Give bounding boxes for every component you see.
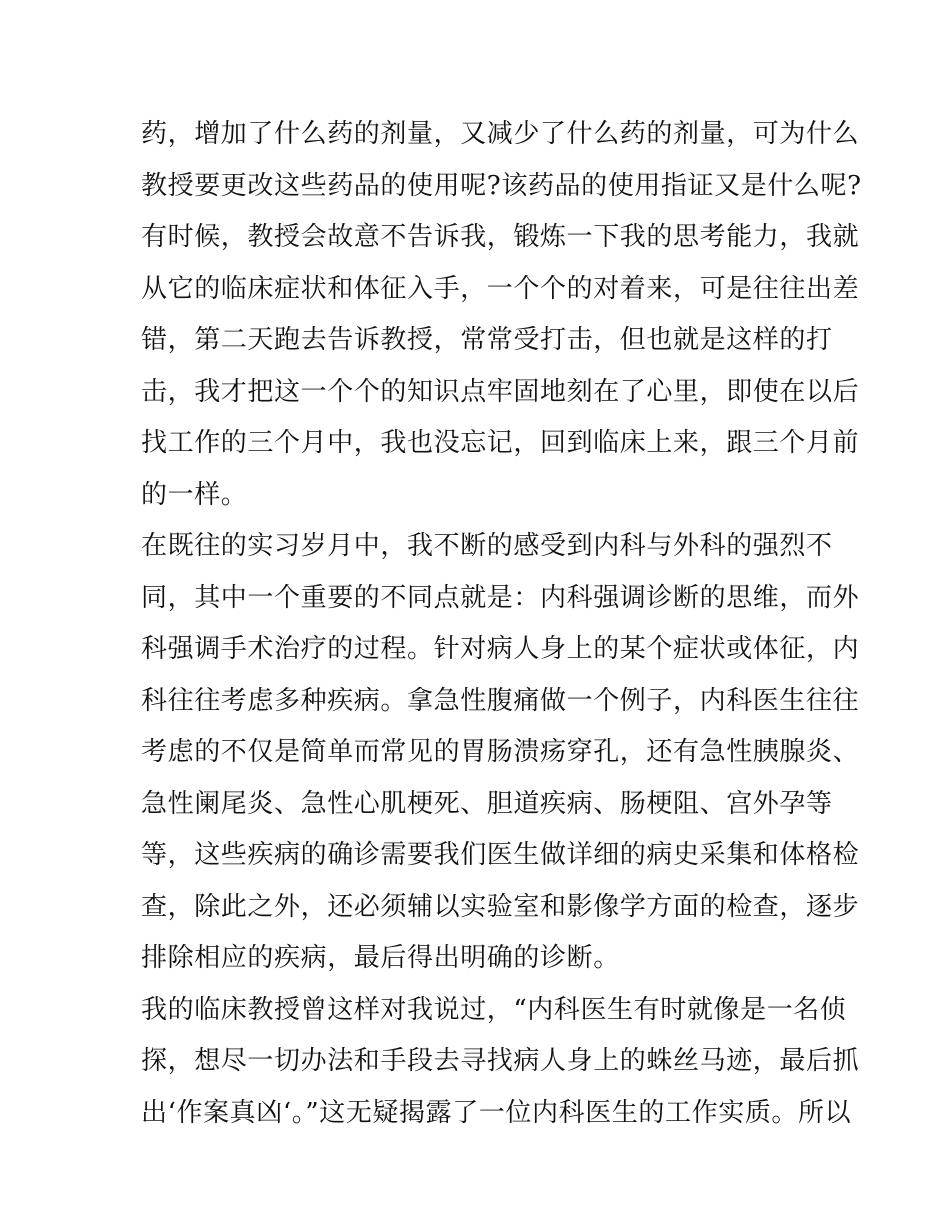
text-line: 查，除此之外，还必须辅以实验室和影像学方面的检查，逐步 <box>141 891 860 922</box>
text-line: 找工作的三个月中，我也没忘记，回到临床上来，跟三个月前 <box>141 428 860 458</box>
text-line: 在既往的实习岁月中，我不断的感受到内科与外科的强烈不 <box>141 531 833 561</box>
text-line: 从它的临床症状和体征入手，一个个的对着来，可是往往出差 <box>141 273 860 304</box>
text-line: 有时候，教授会故意不告诉我，锻炼一下我的思考能力，我就 <box>141 222 860 252</box>
text-line: 出‘作案真凶‘。”这无疑揭露了一位内科医生的工作实质。所以 <box>141 1097 852 1128</box>
text-line: 科强调手术治疗的过程。针对病人身上的某个症状或体征，内 <box>141 634 860 664</box>
text-line: 药，增加了什么药的剂量，又减少了什么药的剂量，可为什么 <box>141 119 860 149</box>
text-line: 急性阑尾炎、急性心肌梗死、胆道疾病、肠梗阻、宫外孕等 <box>141 788 833 819</box>
text-line: 排除相应的疾病，最后得出明确的诊断。 <box>141 943 620 973</box>
text-line: 探，想尽一切办法和手段去寻找病人身上的蛛丝马迹，最后抓 <box>141 1046 860 1076</box>
text-line: 考虑的不仅是简单而常见的胃肠溃疡穿孔，还有急性胰腺炎、 <box>141 737 860 767</box>
text-line: 错，第二天跑去告诉教授，常常受打击，但也就是这样的打 <box>141 325 833 355</box>
text-line: 的一样。 <box>141 479 248 510</box>
text-line: 教授要更改这些药品的使用呢?该药品的使用指证又是什么呢? <box>141 170 862 201</box>
text-line: 等，这些疾病的确诊需要我们医生做详细的病史采集和体格检 <box>141 840 860 870</box>
body-text <box>141 109 862 1139</box>
text-line: 击，我才把这一个个的知识点牢固地刻在了心里，即使在以后 <box>141 376 860 407</box>
text-line: 同，其中一个重要的不同点就是：内科强调诊断的思维，而外 <box>141 582 860 613</box>
text-line: 科往往考虑多种疾病。拿急性腹痛做一个例子，内科医生往往 <box>141 685 860 716</box>
text-line: 我的临床教授曾这样对我说过，“内科医生有时就像是一名侦 <box>141 994 847 1025</box>
